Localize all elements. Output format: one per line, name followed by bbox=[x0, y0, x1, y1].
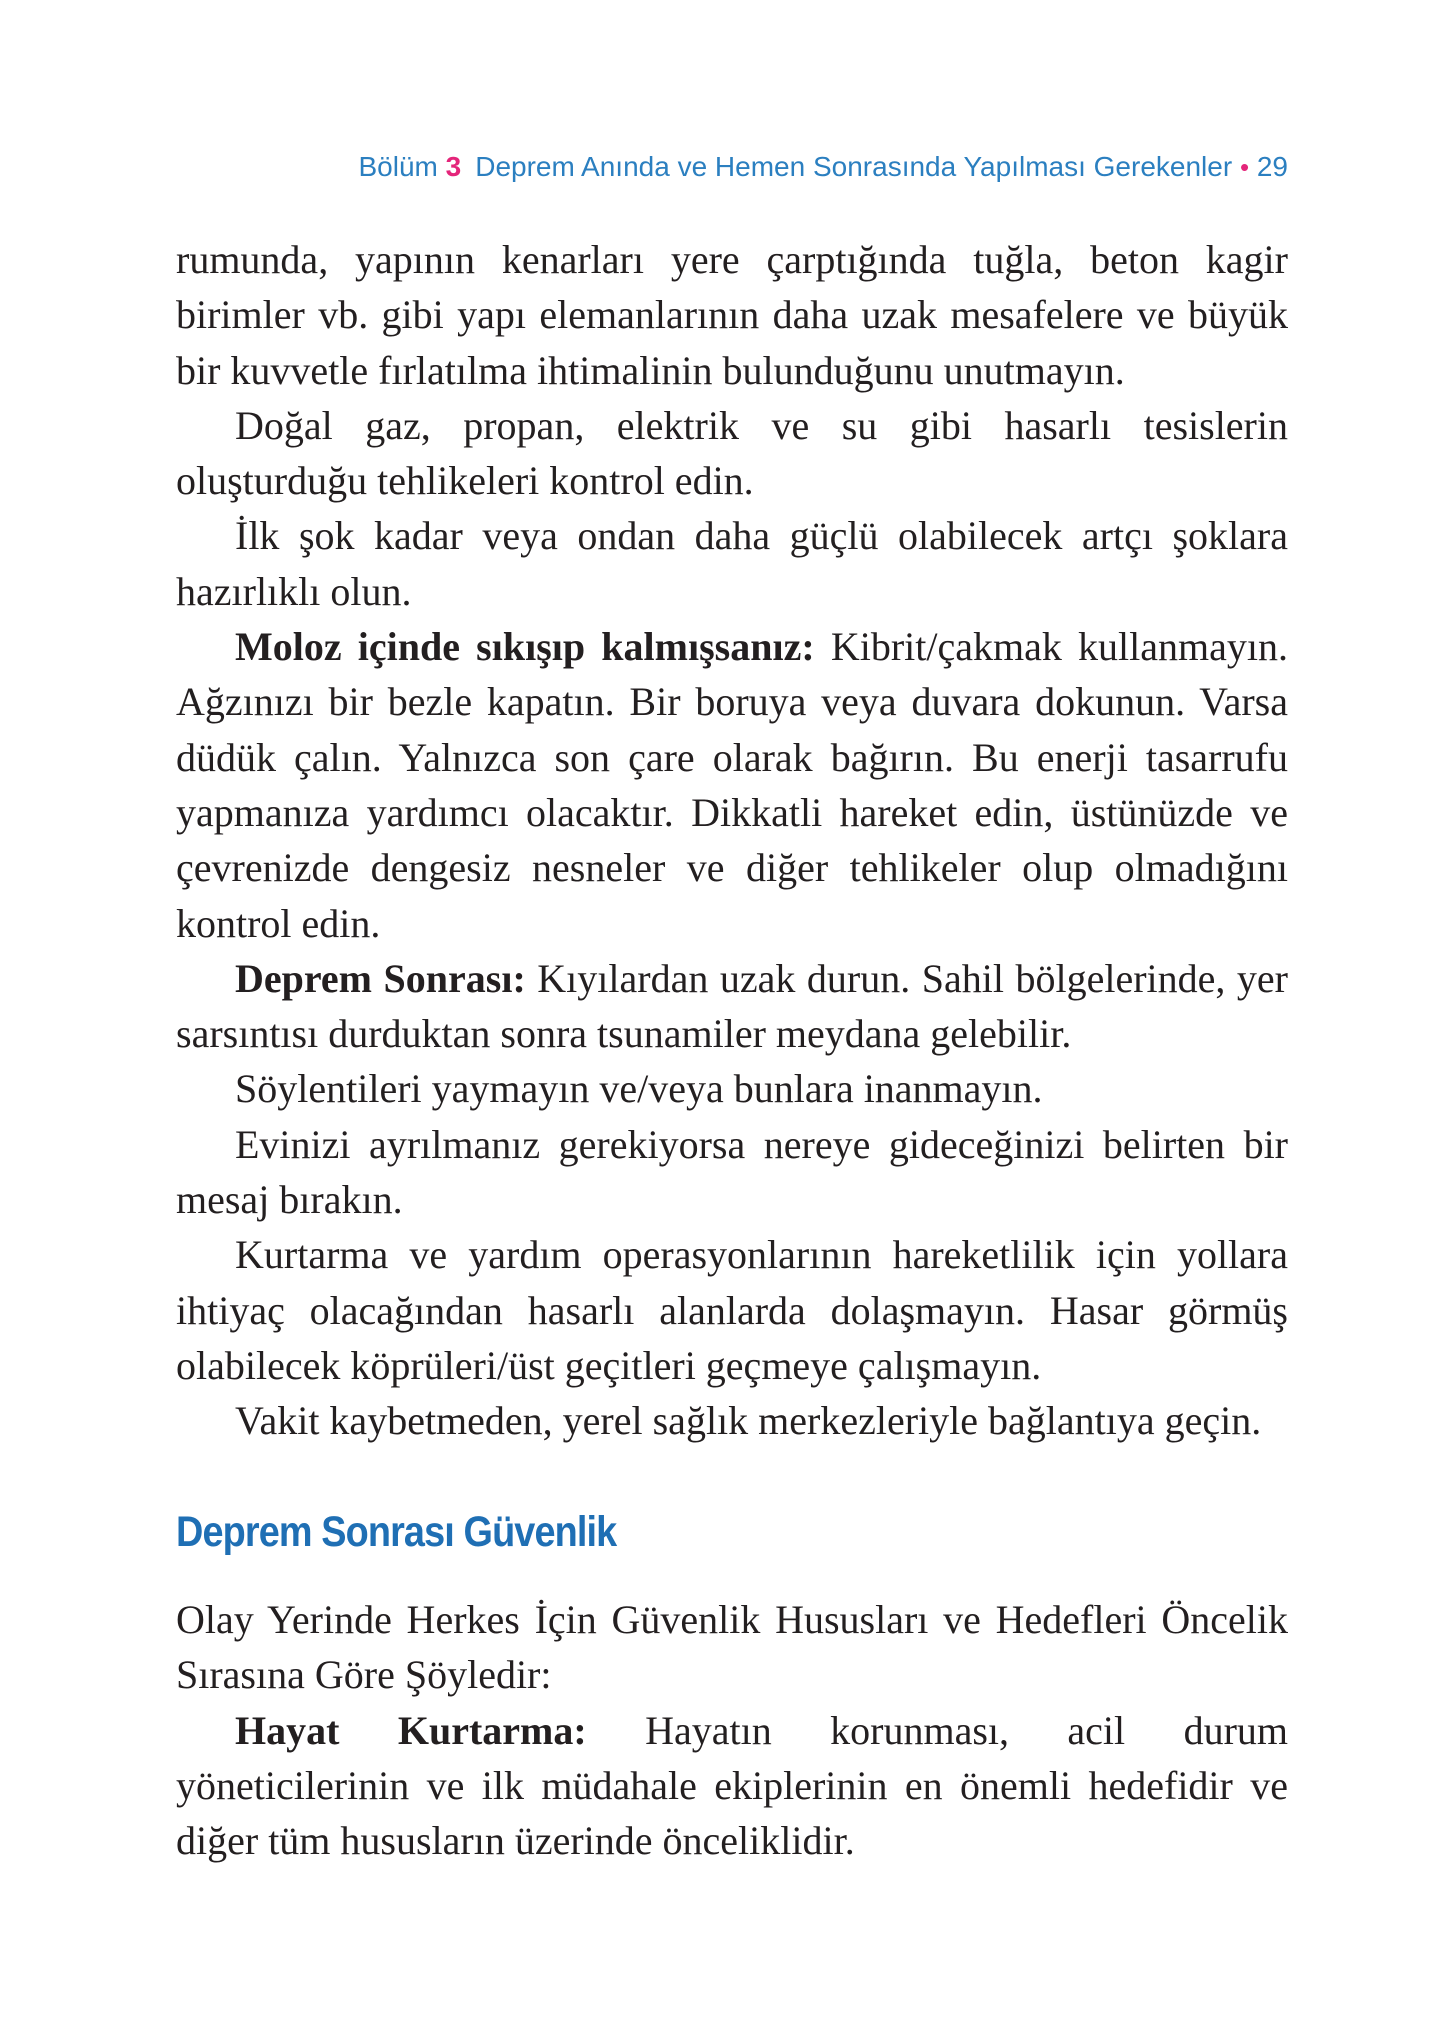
paragraph-text: Kibrit/çakmak kullanmayın. Ağzınızı bir bezle kapatın. Bir boruya veya duvara dokunun. Varsa düdük çalın. Yalnızca son çare olarak bağırın. Bu enerji tasarrufu yapmanıza yardımcı olacaktır. Dikkatli hareket edin, üstünüzde ve çevrenizde dengesiz nesneler ve diğer tehlikeler olup olmadığını kontrol edin. bbox=[176, 624, 1289, 946]
paragraph bbox=[176, 1061, 1288, 1116]
page-number: 29 bbox=[1256, 151, 1288, 182]
paragraph-text: Doğal gaz, propan, elektrik ve su gibi hasarlı tesislerin oluşturduğu tehlikeleri kontrol edin. bbox=[176, 402, 1288, 504]
paragraph-text: rumunda, yapının kenarları yere çarptığında tuğla, beton kagir birimler vb. gibi yapı elemanlarının daha uzak mesafelere ve büyük bir kuvvetle fırlatılma ihtimalinin bulunduğunu unutmayın. bbox=[176, 237, 1288, 393]
paragraph-text: Kurtarma ve yardım operasyonlarının hareketlilik için yollara ihtiyaç olacağından hasarlı alanlarda dolaşmayın. Hasar görmüş olabilecek köprüleri/üst geçitleri geçmeye çalışmayın. bbox=[176, 1232, 1288, 1388]
section-heading: Deprem Sonrası Güvenlik bbox=[176, 1508, 617, 1556]
running-header bbox=[192, 145, 1288, 189]
chapter-title: Deprem Anında ve Hemen Sonrasında Yapılması Gerekenler bbox=[475, 151, 1233, 182]
paragraph-text: Vakit kaybetmeden, yerel sağlık merkezleriyle bağlantıya geçin. bbox=[235, 1398, 1262, 1444]
paragraph bbox=[176, 1227, 1288, 1393]
section-body bbox=[176, 1592, 1288, 1868]
paragraph-text: Hayatın korunması, acil durum yöneticilerinin ve ilk müdahale ekiplerinin en önemli hedefidir ve diğer tüm hususların üzerinde önceliklidir. bbox=[176, 1707, 1289, 1864]
paragraph-text: İlk şok kadar veya ondan daha güçlü olabilecek artçı şoklara hazırlıklı olun. bbox=[176, 513, 1288, 614]
paragraph-text: Evinizi ayrılmanız gerekiyorsa nereye gideceğinizi belirten bir mesaj bırakın. bbox=[176, 1121, 1288, 1223]
paragraph-text: Kıyılardan uzak durun. Sahil bölgelerinde, yer sarsıntısı durduktan sonra tsunamiler meydana gelebilir. bbox=[176, 955, 1289, 1057]
section-intro-text: Olay Yerinde Herkes İçin Güvenlik Hususları ve Hedefleri Öncelik Sırasına Göre Şöyledir: bbox=[176, 1597, 1288, 1698]
paragraph bbox=[176, 1703, 1288, 1869]
book-page bbox=[176, 0, 1288, 2020]
paragraph bbox=[176, 619, 1288, 951]
paragraph-lead: Deprem Sonrası: bbox=[235, 955, 526, 1001]
paragraph-lead: Moloz içinde sıkışıp kalmışsanız: bbox=[235, 624, 815, 670]
paragraph bbox=[176, 232, 1288, 398]
bullet-separator: • bbox=[1239, 152, 1250, 182]
section-intro bbox=[176, 1592, 1288, 1703]
paragraph bbox=[176, 1393, 1288, 1448]
paragraph bbox=[176, 1117, 1288, 1228]
paragraph bbox=[176, 508, 1288, 619]
paragraph bbox=[176, 398, 1288, 509]
chapter-number: 3 bbox=[445, 151, 462, 182]
paragraph bbox=[176, 951, 1288, 1062]
paragraph-text: Söylentileri yaymayın ve/veya bunlara inanmayın. bbox=[235, 1066, 1043, 1112]
paragraph-lead: Hayat Kurtarma: bbox=[235, 1707, 587, 1753]
chapter-word: Bölüm bbox=[358, 151, 438, 182]
body-text bbox=[176, 232, 1288, 1449]
